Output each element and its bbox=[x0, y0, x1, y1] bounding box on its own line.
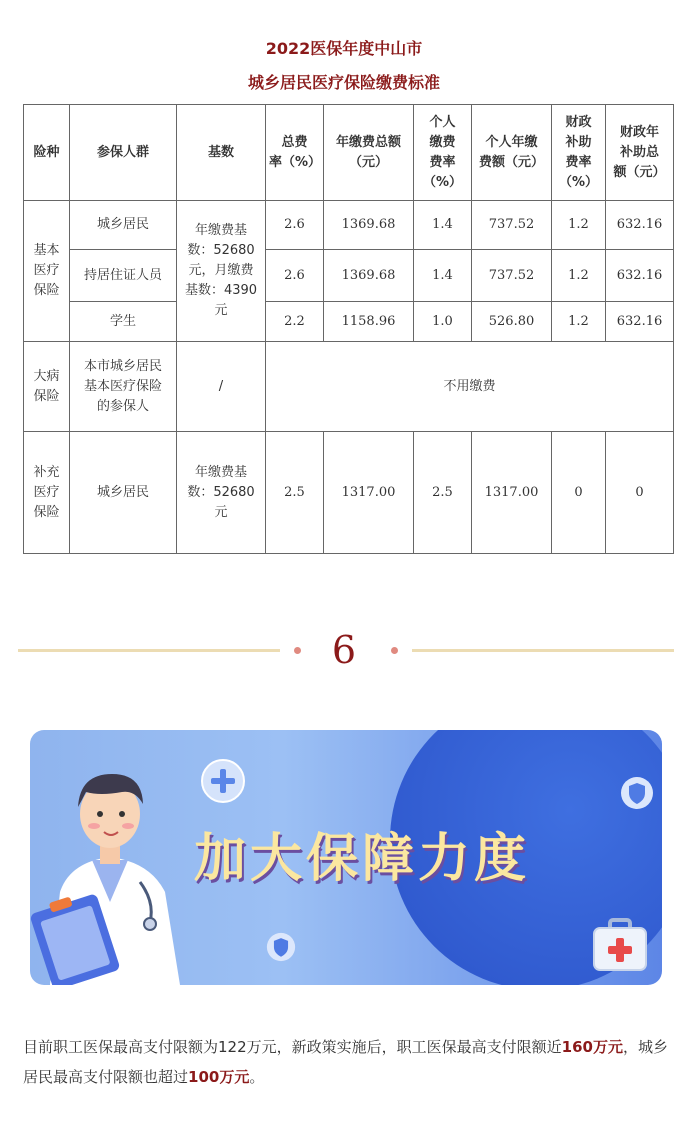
header-fiscal-amount: 财政年 补助总 额（元） bbox=[606, 105, 674, 201]
personal-rate-cell: 1.4 bbox=[414, 250, 472, 302]
table-header-row bbox=[24, 105, 674, 201]
header-total-rate: 总费 率（%） bbox=[266, 105, 324, 201]
table-row bbox=[24, 201, 674, 250]
section-divider-right bbox=[412, 649, 674, 652]
paragraph-text: 。 bbox=[249, 1068, 265, 1086]
divider-dot-right bbox=[391, 647, 398, 654]
fiscal-rate-cell: 0 bbox=[552, 432, 606, 554]
critical-note-cell: 不用缴费 bbox=[266, 342, 674, 432]
fiscal-amount-cell: 632.16 bbox=[606, 201, 674, 250]
personal-rate-cell: 2.5 bbox=[414, 432, 472, 554]
personal-rate-cell: 1.4 bbox=[414, 201, 472, 250]
total-rate-cell: 2.2 bbox=[266, 302, 324, 342]
header-fiscal-rate: 财政 补助 费率 （%） bbox=[552, 105, 606, 201]
critical-group-cell: 本市城乡居民 基本医疗保险 的参保人 bbox=[70, 342, 177, 432]
table-row bbox=[24, 302, 674, 342]
banner-title: 加大保障力度 bbox=[194, 829, 531, 889]
annual-total-cell: 1317.00 bbox=[324, 432, 414, 554]
first-aid-kit-icon bbox=[590, 916, 650, 974]
fee-table bbox=[23, 104, 674, 554]
header-personal-annual: 个人年缴 费额（元） bbox=[472, 105, 552, 201]
group-cell: 城乡居民 bbox=[70, 432, 177, 554]
table-row bbox=[24, 342, 674, 432]
header-type: 险种 bbox=[24, 105, 70, 201]
supplement-base-cell: 年缴费基 数：52680 元 bbox=[177, 432, 266, 554]
total-rate-cell: 2.5 bbox=[266, 432, 324, 554]
header-base: 基数 bbox=[177, 105, 266, 201]
critical-base-cell: / bbox=[177, 342, 266, 432]
header-personal-rate: 个人 缴费 费率 （%） bbox=[414, 105, 472, 201]
personal-annual-cell: 1317.00 bbox=[472, 432, 552, 554]
fiscal-rate-cell: 1.2 bbox=[552, 250, 606, 302]
critical-type-cell: 大病 保险 bbox=[24, 342, 70, 432]
fiscal-rate-cell: 1.2 bbox=[552, 302, 606, 342]
fiscal-amount-cell: 632.16 bbox=[606, 250, 674, 302]
shield-small-icon bbox=[266, 932, 296, 962]
group-cell: 持居住证人员 bbox=[70, 250, 177, 302]
fiscal-amount-cell: 0 bbox=[606, 432, 674, 554]
page-subtitle: 城乡居民医疗保险缴费标准 bbox=[247, 73, 440, 92]
annual-total-cell: 1158.96 bbox=[324, 302, 414, 342]
highlight-amount: 160万元 bbox=[561, 1038, 623, 1056]
fiscal-rate-cell: 1.2 bbox=[552, 201, 606, 250]
table-row bbox=[24, 432, 674, 554]
personal-annual-cell: 737.52 bbox=[472, 250, 552, 302]
supplement-type-cell: 补充 医疗 保险 bbox=[24, 432, 70, 554]
section-number: 6 bbox=[331, 628, 357, 672]
highlight-amount: 100万元 bbox=[188, 1068, 250, 1086]
paragraph-text: 目前职工医保最高支付限额为122万元，新政策实施后，职工医保最高支付限额近 bbox=[23, 1038, 562, 1056]
total-rate-cell: 2.6 bbox=[266, 250, 324, 302]
annual-total-cell: 1369.68 bbox=[324, 250, 414, 302]
table-row bbox=[24, 250, 674, 302]
basic-base-cell: 年缴费基 数：52680 元，月缴费 基数：4390 元 bbox=[177, 201, 266, 342]
personal-rate-cell: 1.0 bbox=[414, 302, 472, 342]
personal-annual-cell: 526.80 bbox=[472, 302, 552, 342]
annual-total-cell: 1369.68 bbox=[324, 201, 414, 250]
doctor-illustration bbox=[30, 752, 190, 985]
basic-type-cell: 基本 医疗 保险 bbox=[24, 201, 70, 342]
personal-annual-cell: 737.52 bbox=[472, 201, 552, 250]
header-annual-total: 年缴费总额 （元） bbox=[324, 105, 414, 201]
shield-icon bbox=[620, 776, 654, 810]
body-paragraph bbox=[23, 1032, 673, 1092]
page-title: 2022医保年度中山市 bbox=[265, 39, 423, 58]
header-group: 参保人群 bbox=[70, 105, 177, 201]
paragraph-text: ，城乡居民最高支付限额也超过 bbox=[23, 1038, 668, 1086]
total-rate-cell: 2.6 bbox=[266, 201, 324, 250]
fiscal-amount-cell: 632.16 bbox=[606, 302, 674, 342]
plus-badge-icon bbox=[200, 758, 246, 804]
group-cell: 学生 bbox=[70, 302, 177, 342]
group-cell: 城乡居民 bbox=[70, 201, 177, 250]
banner-image bbox=[30, 730, 662, 985]
